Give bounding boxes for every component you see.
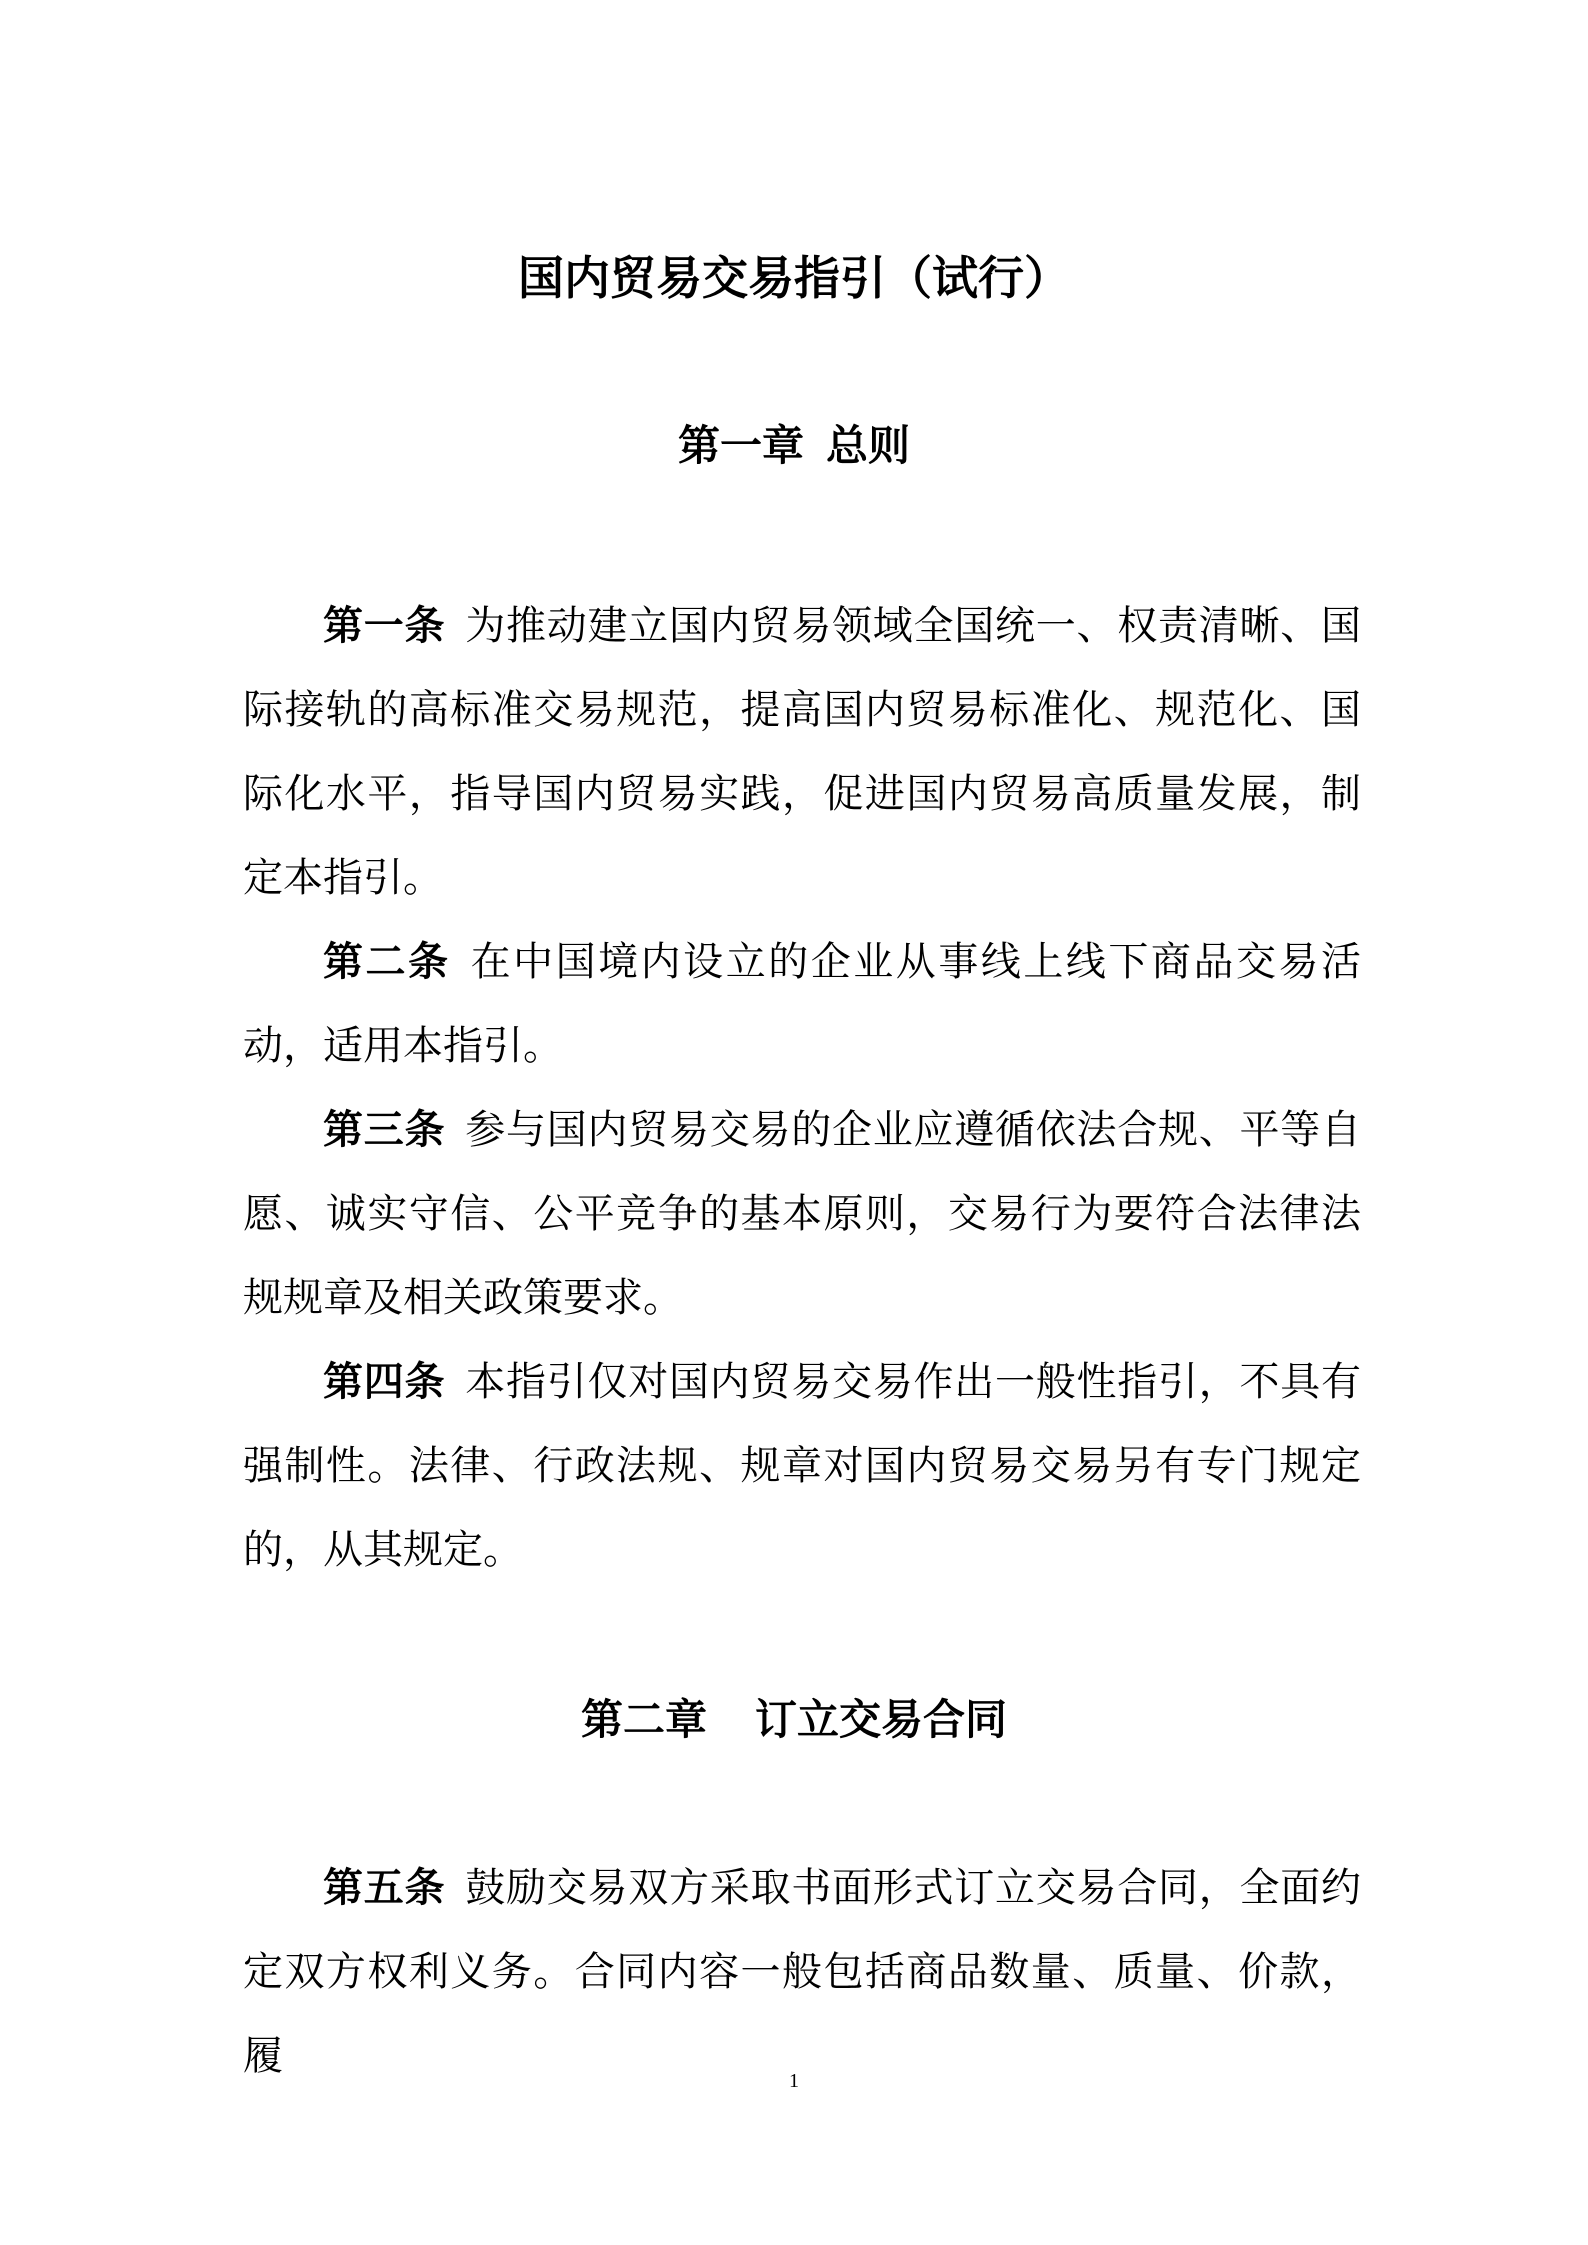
article-paragraph <box>243 1340 1361 1592</box>
article-paragraph <box>243 1088 1361 1340</box>
article-paragraph <box>243 920 1361 1088</box>
article-paragraph <box>243 584 1361 920</box>
article-text: 参与国内贸易交易的企业应遵循依法合规、平等自愿、诚实守信、公平竞争的基本原则，交易行为要符合法律法规规章及相关政策要求。 <box>243 1107 1361 1321</box>
article-label: 第三条 <box>323 1107 446 1153</box>
article-text: 鼓励交易双方采取书面形式订立交易合同，全面约定双方权利义务。合同内容一般包括商品数量、质量、价款，履 <box>243 1865 1361 2079</box>
article-label: 第一条 <box>323 603 446 649</box>
chapter-number: 第一章 <box>677 421 804 470</box>
article-text: 本指引仅对国内贸易交易作出一般性指引，不具有强制性。法律、行政法规、规章对国内贸易交易另有专门规定的，从其规定。 <box>243 1359 1361 1573</box>
article-label: 第二条 <box>323 939 451 985</box>
article-text: 在中国境内设立的企业从事线上线下商品交易活动，适用本指引。 <box>243 939 1362 1069</box>
document-title: 国内贸易交易指引（试行） <box>518 251 1070 305</box>
page-number: 1 <box>789 2070 799 2092</box>
chapter-heading <box>0 418 1588 474</box>
article-text: 为推动建立国内贸易领域全国统一、权责清晰、国际接轨的高标准交易规范，提高国内贸易标准化、规范化、国际化水平，指导国内贸易实践，促进国内贸易高质量发展，制定本指引。 <box>243 603 1361 901</box>
chapter-name: 订立交易合同 <box>755 1695 1008 1744</box>
chapter-name: 总则 <box>826 421 911 470</box>
article-paragraph <box>243 1846 1361 2098</box>
chapter-heading <box>0 1692 1588 1748</box>
article-label: 第四条 <box>323 1359 446 1405</box>
chapter-number: 第二章 <box>580 1695 707 1744</box>
article-label: 第五条 <box>323 1865 446 1911</box>
